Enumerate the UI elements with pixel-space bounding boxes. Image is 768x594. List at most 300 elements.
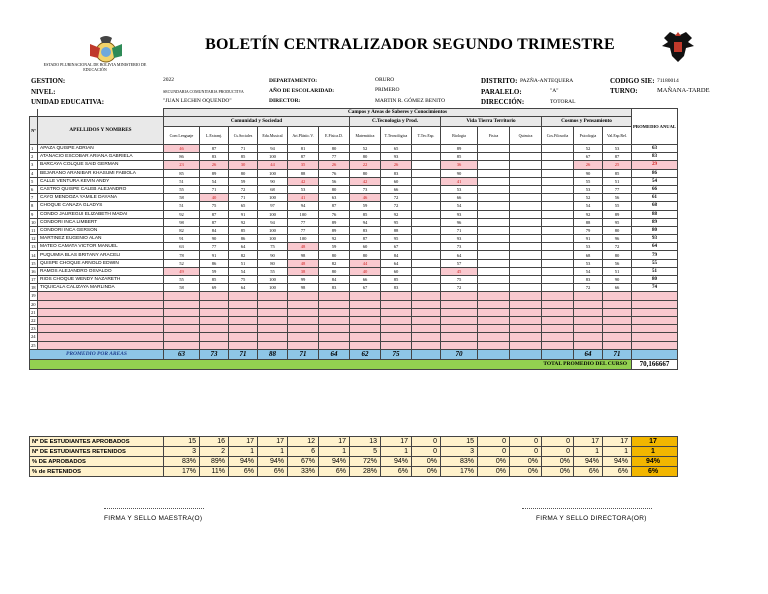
grade-cell xyxy=(229,325,258,333)
grade-cell: 80 xyxy=(319,251,350,259)
grade-cell: 66 xyxy=(350,276,381,284)
grade-cell: 98 xyxy=(288,284,319,292)
annual-average: 54 xyxy=(632,177,678,185)
departamento-label: DEPARTAMENTO: xyxy=(269,78,318,84)
grade-cell: 40 xyxy=(200,194,229,202)
grade-cell xyxy=(510,145,542,153)
grade-cell: 73 xyxy=(441,243,478,251)
grade-cell: 71 xyxy=(200,185,229,193)
grade-cell xyxy=(412,169,441,177)
student-name: RAMOS ALEJANDRO OSVALDO xyxy=(38,267,164,275)
grade-cell: 77 xyxy=(319,153,350,161)
promedio-value: 73 xyxy=(200,349,229,359)
annual-average: 86 xyxy=(632,169,678,177)
row-number: 24 xyxy=(31,334,36,340)
grade-cell: 53 xyxy=(574,259,603,267)
stats-value: 0% xyxy=(542,457,574,467)
subject-header: Fisica xyxy=(478,127,510,145)
grade-cell: 82 xyxy=(229,251,258,259)
grade-cell xyxy=(288,341,319,349)
stats-value: 83% xyxy=(164,457,200,467)
grade-cell: 63 xyxy=(164,243,200,251)
subject-header: Quimica xyxy=(510,127,542,145)
student-name: MARTINEZ EUGENIO ALAN xyxy=(38,235,164,243)
student-name: CAYO MENDOZA YAMILE DAYANA xyxy=(38,194,164,202)
table-row xyxy=(30,161,678,169)
grade-cell xyxy=(164,292,200,300)
stats-value: 0 xyxy=(412,437,441,447)
student-name xyxy=(38,300,164,308)
gestion-label: GESTION: xyxy=(31,77,66,85)
grade-cell xyxy=(412,243,441,251)
grade-cell xyxy=(542,177,574,185)
stats-value: 94% xyxy=(603,457,632,467)
table-row xyxy=(30,218,678,226)
grade-cell xyxy=(288,292,319,300)
grade-cell: 98 xyxy=(164,218,200,226)
turno-label: TURNO: xyxy=(610,87,638,95)
stats-value: 1 xyxy=(319,447,350,457)
grade-cell xyxy=(350,308,381,316)
grade-cell xyxy=(478,235,510,243)
grade-cell: 72 xyxy=(574,284,603,292)
grade-cell: 75 xyxy=(229,276,258,284)
grade-cell: 85 xyxy=(200,276,229,284)
grade-cell xyxy=(412,259,441,267)
grade-cell xyxy=(412,202,441,210)
grade-cell xyxy=(288,300,319,308)
stats-value: 0% xyxy=(478,457,510,467)
grade-cell xyxy=(542,251,574,259)
promedio-value: 64 xyxy=(319,349,350,359)
grade-cell: 42 xyxy=(350,177,381,185)
grade-cell xyxy=(350,292,381,300)
subject-header: E.Física.D. xyxy=(319,127,350,145)
grade-cell xyxy=(164,333,200,341)
promedio-anual-header: PROMEDIO ANUAL xyxy=(632,109,678,145)
stats-value: 89% xyxy=(200,457,229,467)
grade-cell xyxy=(603,316,632,324)
stats-value: 1 xyxy=(574,447,603,457)
subject-header: T.Tec.Esp. xyxy=(412,127,441,145)
grade-cell: 26 xyxy=(574,161,603,169)
grade-cell: 30 xyxy=(229,161,258,169)
grade-cell: 87 xyxy=(200,218,229,226)
grade-cell xyxy=(478,325,510,333)
grade-cell xyxy=(258,308,288,316)
grade-cell xyxy=(319,292,350,300)
stats-value: 0 xyxy=(478,447,510,457)
grade-cell: 100 xyxy=(258,226,288,234)
grade-cell: 59 xyxy=(229,177,258,185)
grade-cell: 64 xyxy=(441,251,478,259)
annual-average: 88 xyxy=(632,210,678,218)
student-name: QUISPE CHOQUE ARNOLD EDWIN xyxy=(38,259,164,267)
grade-cell xyxy=(164,300,200,308)
grade-cell xyxy=(510,185,542,193)
row-number: 9 xyxy=(30,210,38,218)
grade-cell: 98 xyxy=(288,251,319,259)
grade-cell xyxy=(510,169,542,177)
paralelo-label: PARALELO: xyxy=(481,88,522,96)
row-number: 11 xyxy=(30,226,38,234)
grade-cell: 89 xyxy=(603,210,632,218)
promedio-value xyxy=(542,349,574,359)
stats-row xyxy=(30,457,678,467)
stats-value: 1 xyxy=(603,447,632,457)
grade-cell: 94 xyxy=(350,218,381,226)
grade-cell: 90 xyxy=(574,169,603,177)
grade-cell xyxy=(381,325,412,333)
grade-cell: 86 xyxy=(200,259,229,267)
grade-cell xyxy=(510,292,542,300)
grade-cell: 75 xyxy=(258,243,288,251)
row-number: 1 xyxy=(30,145,38,153)
row-number: 19 xyxy=(31,293,36,299)
grade-cell: 91 xyxy=(200,251,229,259)
grade-cell xyxy=(441,292,478,300)
grade-cell: 92 xyxy=(229,218,258,226)
grade-cell: 95 xyxy=(381,218,412,226)
grade-cell xyxy=(542,145,574,153)
grade-cell xyxy=(381,292,412,300)
grade-cell xyxy=(229,300,258,308)
promedio-row xyxy=(30,349,678,359)
grade-cell: 88 xyxy=(381,226,412,234)
student-name: CASTRO QUISPE CALEB ALEJANDRO xyxy=(38,185,164,193)
grade-cell xyxy=(478,161,510,169)
grade-cell xyxy=(478,226,510,234)
grade-cell: 85 xyxy=(350,210,381,218)
grade-cell xyxy=(542,226,574,234)
stats-value: 94% xyxy=(574,457,603,467)
annual-average: 68 xyxy=(632,202,678,210)
grade-cell: 81 xyxy=(288,145,319,153)
grade-cell xyxy=(381,316,412,324)
grade-cell xyxy=(574,292,603,300)
grade-cell: 87 xyxy=(603,153,632,161)
grade-cell: 76 xyxy=(319,210,350,218)
row-number: 20 xyxy=(31,301,36,307)
grade-cell: 84 xyxy=(200,226,229,234)
stats-value: 0 xyxy=(510,437,542,447)
grade-cell: 65 xyxy=(381,145,412,153)
grade-cell: 55 xyxy=(574,177,603,185)
grade-cell xyxy=(229,316,258,324)
annual-average xyxy=(632,325,678,333)
grade-cell: 93 xyxy=(441,235,478,243)
annual-average: 79 xyxy=(632,251,678,259)
subject-header: Psicologia xyxy=(574,127,603,145)
group-tecnologia: C.Tecnologia y Prod. xyxy=(350,117,441,127)
stats-final: 1 xyxy=(632,447,678,457)
grade-cell xyxy=(441,300,478,308)
stats-value: 3 xyxy=(164,447,200,457)
row-number: 6 xyxy=(30,185,38,193)
grade-cell: 59 xyxy=(319,243,350,251)
grade-cell: 86 xyxy=(229,235,258,243)
grade-cell: 53 xyxy=(288,185,319,193)
grade-cell xyxy=(412,185,441,193)
grade-cell: 56 xyxy=(603,259,632,267)
grade-cell: 91 xyxy=(229,210,258,218)
grade-cell: 95 xyxy=(381,235,412,243)
grade-cell xyxy=(478,194,510,202)
stats-value: 6% xyxy=(258,467,288,477)
stats-value: 2 xyxy=(200,447,229,457)
eagle-logo-icon xyxy=(660,30,696,64)
page-title: BOLETÍN CENTRALIZADOR SEGUNDO TRIMESTRE xyxy=(205,36,615,53)
grade-cell: 45 xyxy=(441,267,478,275)
nivel-value: SECUNDARIA COMUNITARIA PRODUCTIVA xyxy=(163,89,244,94)
grade-cell xyxy=(542,267,574,275)
grade-cell: 87 xyxy=(350,235,381,243)
grade-cell: 86 xyxy=(164,153,200,161)
stats-value: 17 xyxy=(229,437,258,447)
stats-label: Nº DE ESTUDIANTES APROBADOS xyxy=(30,437,164,447)
grade-cell xyxy=(478,202,510,210)
grade-cell: 59 xyxy=(200,267,229,275)
stats-row xyxy=(30,467,678,477)
student-name xyxy=(38,308,164,316)
grade-cell: 94 xyxy=(288,202,319,210)
stats-row xyxy=(30,437,678,447)
grade-cell: 60 xyxy=(381,177,412,185)
table-row xyxy=(30,259,678,267)
grade-cell: 100 xyxy=(258,235,288,243)
group-cosmos: Cosmos y Pensamiento xyxy=(542,117,632,127)
row-number: 14 xyxy=(31,252,36,258)
grade-cell xyxy=(258,333,288,341)
grade-cell xyxy=(350,341,381,349)
grade-cell xyxy=(288,325,319,333)
grade-cell: 25 xyxy=(603,161,632,169)
stats-label: % DE APROBADOS xyxy=(30,457,164,467)
grade-cell xyxy=(542,235,574,243)
grade-cell xyxy=(350,316,381,324)
codigo-value: 71180014 xyxy=(657,78,679,84)
row-number: 18 xyxy=(31,285,36,291)
grade-cell: 54 xyxy=(200,177,229,185)
grade-cell: 68 xyxy=(574,251,603,259)
grade-cell xyxy=(164,308,200,316)
grade-cell: 66 xyxy=(603,284,632,292)
grade-cell xyxy=(478,259,510,267)
grade-cell xyxy=(542,153,574,161)
table-row xyxy=(30,169,678,177)
promedio-label: PROMEDIO POR AREAS xyxy=(30,349,164,359)
grade-cell: 83 xyxy=(319,284,350,292)
grade-cell: 92 xyxy=(164,210,200,218)
grade-cell xyxy=(412,210,441,218)
grade-cell: 69 xyxy=(200,284,229,292)
grade-cell: 99 xyxy=(288,276,319,284)
table-row xyxy=(30,325,678,333)
grade-cell: 85 xyxy=(603,169,632,177)
grade-cell: 77 xyxy=(288,226,319,234)
stats-final: 94% xyxy=(632,457,678,467)
grade-cell: 100 xyxy=(258,194,288,202)
table-row xyxy=(30,300,678,308)
grade-cell: 100 xyxy=(288,210,319,218)
annual-average: 80 xyxy=(632,276,678,284)
stats-value: 11% xyxy=(200,467,229,477)
stats-value: 0 xyxy=(542,447,574,457)
grade-cell xyxy=(319,341,350,349)
grade-cell: 95 xyxy=(603,218,632,226)
stats-value: 3 xyxy=(441,447,478,457)
grade-cell: 83 xyxy=(200,153,229,161)
student-name: BARCAYA COLQUE SAID GERMAN xyxy=(38,161,164,169)
grade-cell: 64 xyxy=(229,284,258,292)
grade-cell xyxy=(478,308,510,316)
grade-cell: 94 xyxy=(258,218,288,226)
grade-cell xyxy=(510,194,542,202)
grade-cell xyxy=(510,226,542,234)
row-number: 25 xyxy=(31,342,36,348)
student-name: ATANACIO ESCOBAR ARIANA GABRIELA xyxy=(38,153,164,161)
stats-value: 72% xyxy=(350,457,381,467)
grade-cell: 63 xyxy=(319,194,350,202)
grade-cell xyxy=(350,333,381,341)
grade-cell xyxy=(574,316,603,324)
grade-cell xyxy=(412,177,441,185)
grade-cell xyxy=(603,308,632,316)
grade-cell: 55 xyxy=(603,202,632,210)
subject-header: Val.Esp.Rel. xyxy=(603,127,632,145)
student-name: CHOQUE CANAZA GLADYS xyxy=(38,202,164,210)
table-row xyxy=(30,316,678,324)
grade-cell xyxy=(510,325,542,333)
grade-cell xyxy=(510,210,542,218)
codigo-label: CODIGO SIE: xyxy=(610,77,655,85)
grade-cell: 80 xyxy=(319,185,350,193)
grade-cell xyxy=(319,316,350,324)
grade-cell: 56 xyxy=(603,194,632,202)
row-number: 5 xyxy=(30,177,38,185)
table-row xyxy=(30,267,678,275)
unidad-label: UNIDAD EDUCATIVA: xyxy=(31,98,105,106)
grade-cell xyxy=(478,292,510,300)
student-name: TIQUICALA CALIZAYA MARLINDA xyxy=(38,284,164,292)
stats-value: 17 xyxy=(603,437,632,447)
grade-cell: 78 xyxy=(164,251,200,259)
grade-cell xyxy=(288,333,319,341)
grade-cell: 65 xyxy=(229,202,258,210)
grade-cell: 80 xyxy=(319,145,350,153)
student-name: RIOS CHOQUE WENDY NAZARETH xyxy=(38,276,164,284)
annual-average: 63 xyxy=(632,145,678,153)
grade-cell: 64 xyxy=(381,259,412,267)
grade-cell: 46 xyxy=(350,194,381,202)
grade-cell xyxy=(258,341,288,349)
table-row xyxy=(30,194,678,202)
grade-cell: 41 xyxy=(441,177,478,185)
stats-value: 17 xyxy=(381,437,412,447)
student-name xyxy=(38,341,164,349)
grade-cell xyxy=(510,202,542,210)
stats-value: 6% xyxy=(381,467,412,477)
subject-header: Cos.Filosofia xyxy=(542,127,574,145)
grade-cell: 58 xyxy=(164,284,200,292)
grade-cell xyxy=(478,300,510,308)
grade-cell xyxy=(542,218,574,226)
grade-cell: 89 xyxy=(319,226,350,234)
grade-cell xyxy=(288,316,319,324)
grade-cell: 52 xyxy=(574,145,603,153)
stats-value: 0 xyxy=(412,447,441,457)
grade-cell xyxy=(542,300,574,308)
row-number: 17 xyxy=(31,277,36,283)
grade-cell: 59 xyxy=(350,202,381,210)
table-row xyxy=(30,243,678,251)
grade-cell xyxy=(412,333,441,341)
stats-value: 94% xyxy=(258,457,288,467)
grade-cell xyxy=(381,333,412,341)
grade-cell: 85 xyxy=(441,153,478,161)
annual-average: 61 xyxy=(632,194,678,202)
student-name xyxy=(38,292,164,300)
grade-cell: 90 xyxy=(603,276,632,284)
stats-value: 1 xyxy=(381,447,412,457)
grade-cell: 76 xyxy=(319,169,350,177)
grade-cell xyxy=(478,341,510,349)
grade-cell: 44 xyxy=(258,161,288,169)
promedio-value xyxy=(412,349,441,359)
turno-value: MAÑANA-TARDE xyxy=(657,87,710,94)
state-caption: ESTADO PLURINACIONAL DE BOLIVIA MINISTERIO DE EDUCACIÓN xyxy=(43,62,147,72)
stats-value: 6% xyxy=(574,467,603,477)
grade-cell: 53 xyxy=(441,185,478,193)
grade-cell: 35 xyxy=(288,161,319,169)
grade-cell xyxy=(258,300,288,308)
grade-cell xyxy=(412,145,441,153)
grade-cell xyxy=(288,308,319,316)
grade-cell xyxy=(478,185,510,193)
grade-cell xyxy=(478,316,510,324)
grade-cell: 77 xyxy=(603,185,632,193)
grade-cell xyxy=(603,341,632,349)
group-vida: Vida Tierra Territorio xyxy=(441,117,542,127)
grade-cell xyxy=(542,292,574,300)
grade-cell xyxy=(412,226,441,234)
grade-cell: 80 xyxy=(258,259,288,267)
table-row xyxy=(30,153,678,161)
grade-cell: 38 xyxy=(288,267,319,275)
grade-cell xyxy=(542,333,574,341)
grade-cell: 72 xyxy=(441,284,478,292)
row-number: 15 xyxy=(31,260,36,266)
col-name-header: APELLIDOS Y NOMBRES xyxy=(38,117,164,145)
table-row xyxy=(30,210,678,218)
signature-maestra: FIRMA Y SELLO MAESTRA(O) xyxy=(104,515,203,522)
grade-cell: 90 xyxy=(200,235,229,243)
grade-cell: 23 xyxy=(164,161,200,169)
grade-cell xyxy=(164,325,200,333)
stats-value: 0% xyxy=(412,467,441,477)
grade-cell: 87 xyxy=(288,153,319,161)
unidad-value: "JUAN LECHIN OQUENDO" xyxy=(163,98,232,104)
promedio-value xyxy=(478,349,510,359)
table-row xyxy=(30,235,678,243)
grade-cell xyxy=(542,202,574,210)
grade-cell xyxy=(542,169,574,177)
grade-cell xyxy=(603,333,632,341)
grade-cell: 80 xyxy=(603,226,632,234)
stats-value: 0% xyxy=(412,457,441,467)
promedio-value: 62 xyxy=(350,349,381,359)
total-row xyxy=(30,359,678,369)
